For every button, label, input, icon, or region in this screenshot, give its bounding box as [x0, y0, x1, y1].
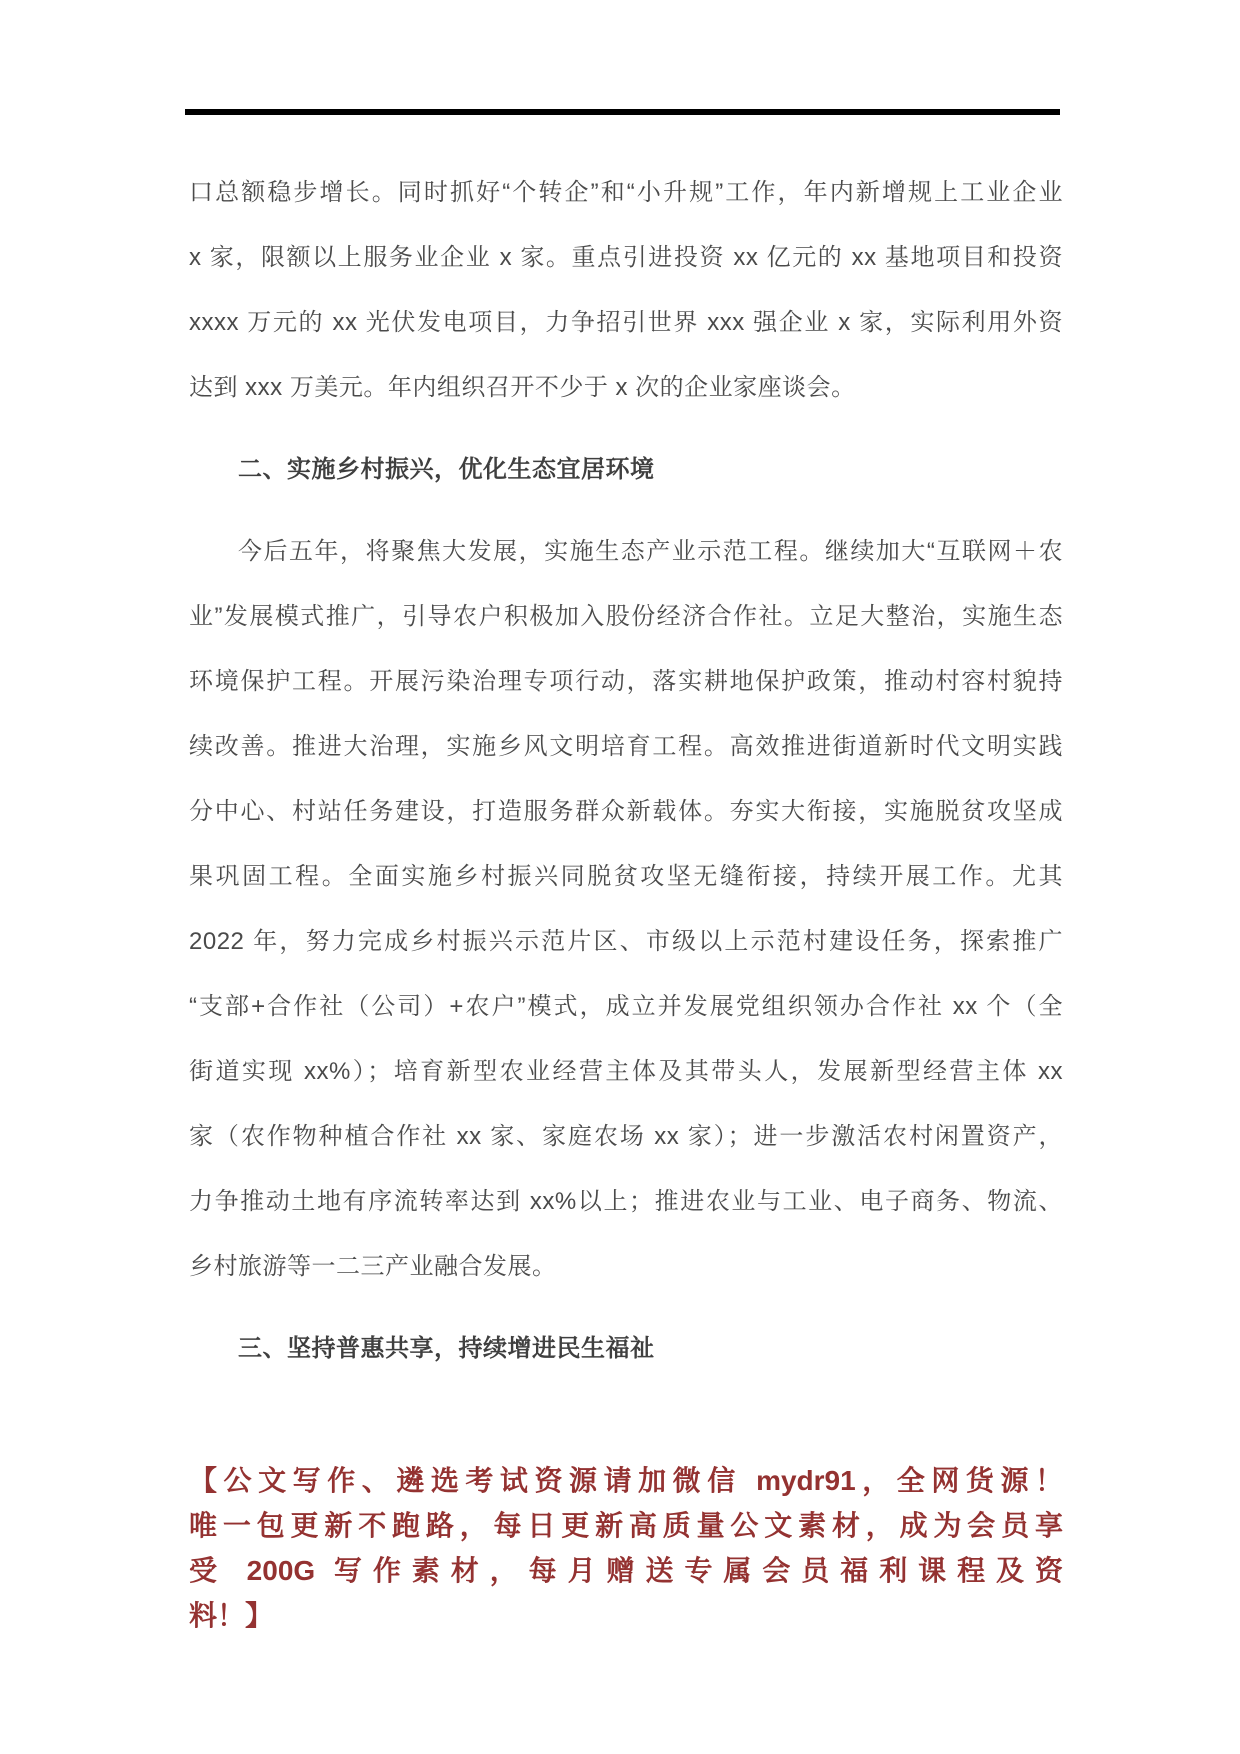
body-paragraph	[189, 519, 1063, 1299]
body-text-line: 今后五年，将聚焦大发展，实施生态产业示范工程。继续加大“互联网＋农	[238, 538, 1063, 565]
promo-paragraph	[189, 1458, 1063, 1638]
body-text-line: 乡村旅游等一二三产业融合发展。	[189, 1253, 557, 1280]
promo-text-line: 唯一包更新不跑路，每日更新高质量公文素材，成为会员享	[189, 1510, 1063, 1541]
heading-text-line: 三、坚持普惠共享，持续增进民生福祉	[238, 1335, 655, 1362]
body-text-line: 分中心、村站任务建设，打造服务群众新载体。夯实大衔接，实施脱贫攻坚成	[189, 798, 1063, 825]
body-text-line: 业”发展模式推广，引导农户积极加入股份经济合作社。立足大整治，实施生态	[189, 603, 1063, 630]
body-text-line: 街道实现 xx%）；培育新型农业经营主体及其带头人，发展新型经营主体 xx	[189, 1058, 1063, 1085]
body-text-line: 达到 xxx 万美元。年内组织召开不少于 x 次的企业家座谈会。	[189, 374, 856, 401]
body-text-line: 口总额稳步增长。同时抓好“个转企”和“小升规”工作，年内新增规上工业企业	[189, 179, 1063, 206]
body-text-line: 果巩固工程。全面实施乡村振兴同脱贫攻坚无缝衔接，持续开展工作。尤其	[189, 863, 1063, 890]
body-text-line: 力争推动土地有序流转率达到 xx%以上；推进农业与工业、电子商务、物流、	[189, 1188, 1063, 1215]
body-text-line: 2022 年，努力完成乡村振兴示范片区、市级以上示范村建设任务，探索推广	[189, 928, 1063, 955]
promo-text-line: 料！】	[189, 1600, 274, 1631]
document-body	[189, 160, 1063, 1638]
heading-text-line: 二、实施乡村振兴，优化生态宜居环境	[238, 456, 655, 483]
body-text-line: 家（农作物种植合作社 xx 家、家庭农场 xx 家）；进一步激活农村闲置资产，	[189, 1123, 1063, 1150]
header-rule	[185, 109, 1060, 115]
section-heading	[189, 1316, 1063, 1381]
promo-text-line: 【公文写作、遴选考试资源请加微信 mydr91，全网货源！	[189, 1465, 1063, 1496]
body-text-line: 续改善。推进大治理，实施乡风文明培育工程。高效推进街道新时代文明实践	[189, 733, 1063, 760]
body-text-line: 环境保护工程。开展污染治理专项行动，落实耕地保护政策，推动村容村貌持	[189, 668, 1063, 695]
body-text-line: xxxx 万元的 xx 光伏发电项目，力争招引世界 xxx 强企业 x 家，实际利用外资	[189, 309, 1063, 336]
body-paragraph	[189, 160, 1063, 420]
body-text-line: “支部+合作社（公司）+农户”模式，成立并发展党组织领办合作社 xx 个（全	[189, 993, 1063, 1020]
body-text-line: x 家，限额以上服务业企业 x 家。重点引进投资 xx 亿元的 xx 基地项目和投资	[189, 244, 1063, 271]
section-heading	[189, 437, 1063, 502]
promo-text-line: 受 200G 写作素材，每月赠送专属会员福利课程及资	[189, 1555, 1063, 1586]
